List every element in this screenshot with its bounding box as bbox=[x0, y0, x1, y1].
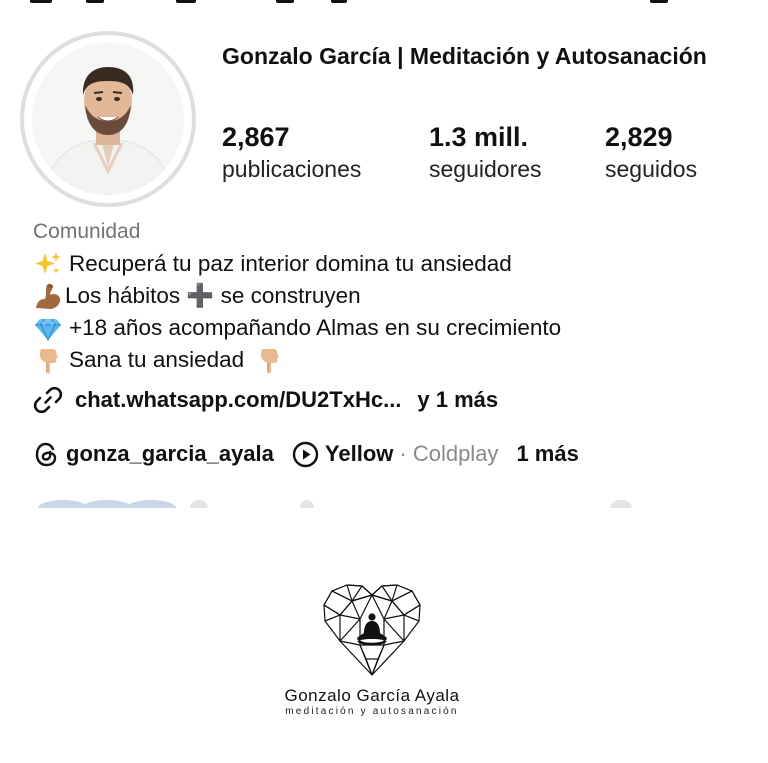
avatar[interactable] bbox=[20, 31, 196, 207]
meta-row bbox=[33, 436, 579, 472]
profile-link[interactable] bbox=[33, 383, 498, 417]
following-count: 2,829 bbox=[605, 122, 673, 152]
bio-text: Recuperá tu paz interior domina tu ansiedad bbox=[69, 251, 512, 276]
link-more[interactable]: y 1 más bbox=[417, 387, 499, 412]
brand-tagline: meditación y autosanación bbox=[285, 706, 459, 717]
sparkles-icon bbox=[33, 249, 63, 279]
pointing-down-icon bbox=[33, 345, 63, 375]
pointing-down-icon bbox=[254, 345, 284, 375]
heart-meditation-logo bbox=[322, 583, 422, 678]
link-url[interactable]: chat.whatsapp.com/DU2TxHc... bbox=[75, 387, 402, 412]
bio-text: Los hábitos ➕ se construyen bbox=[65, 283, 361, 308]
song-artist: · Coldplay bbox=[399, 441, 499, 466]
play-icon[interactable] bbox=[292, 441, 319, 468]
posts-stat[interactable] bbox=[222, 120, 361, 184]
song-title[interactable]: Yellow bbox=[324, 441, 394, 466]
link-icon bbox=[33, 385, 63, 415]
bio-line bbox=[33, 248, 753, 280]
followers-stat[interactable] bbox=[429, 120, 542, 184]
gem-icon bbox=[33, 313, 63, 343]
bio-text: Sana tu ansiedad bbox=[69, 347, 245, 372]
threads-handle[interactable]: gonza_garcia_ayala bbox=[66, 441, 274, 466]
posts-count: 2,867 bbox=[222, 122, 290, 152]
bio bbox=[33, 248, 753, 376]
posts-label: publicaciones bbox=[222, 156, 362, 182]
bio-line bbox=[33, 312, 753, 344]
flexed-biceps-icon bbox=[33, 281, 63, 311]
avatar-photo bbox=[32, 43, 184, 195]
bio-text: +18 años acompañando Almas en su crecimiento bbox=[69, 315, 562, 340]
highlights-row-cropped bbox=[0, 500, 768, 508]
followers-label: seguidores bbox=[429, 156, 542, 182]
meta-more[interactable]: 1 más bbox=[516, 441, 579, 466]
bio-line bbox=[33, 280, 753, 312]
followers-count: 1.3 mill. bbox=[429, 122, 529, 152]
threads-icon[interactable] bbox=[33, 441, 60, 468]
profile-name: Gonzalo García | Meditación y Autosanación bbox=[222, 43, 707, 69]
following-label: seguidos bbox=[605, 156, 698, 182]
brand-name: Gonzalo García Ayala bbox=[284, 686, 460, 705]
following-stat[interactable] bbox=[605, 120, 697, 184]
profile-category: Comunidad bbox=[33, 220, 141, 243]
cropped-top-bar bbox=[0, 0, 768, 5]
bio-line bbox=[33, 344, 753, 376]
